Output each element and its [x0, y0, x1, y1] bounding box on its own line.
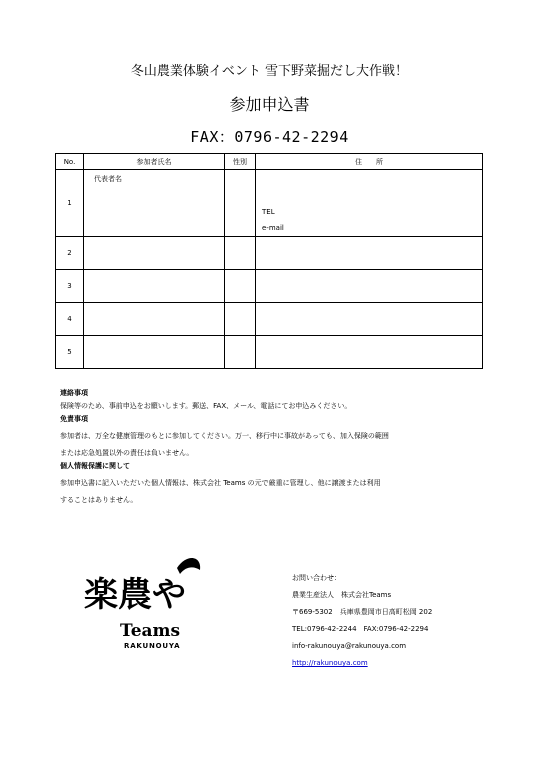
- gender-cell[interactable]: [225, 270, 256, 303]
- contact-url-link[interactable]: http://rakunouya.com: [292, 659, 368, 667]
- fax-number: FAX：0796-42-2294: [190, 128, 349, 146]
- disclaimer-body: 参加者は、万全な健康管理のもとに参加してください。万一、移行中に事故があっても、加入保険の範囲: [60, 432, 389, 440]
- contact-org: 農業生産法人 株式会社Teams: [292, 591, 392, 599]
- contact-heading: 連絡事項: [60, 389, 88, 397]
- logo-sub-text: RAKUNOUYA: [124, 642, 181, 650]
- form-title: 参加申込書: [229, 95, 310, 114]
- table-header-row: [56, 154, 483, 170]
- header-name: 参加者氏名: [84, 154, 225, 170]
- disclaimer-body: または応急処置以外の責任は負いません。: [60, 449, 194, 457]
- header-no: No.: [56, 154, 84, 170]
- name-cell[interactable]: [84, 270, 225, 303]
- table-row: [56, 237, 483, 270]
- row-number: 2: [56, 237, 84, 270]
- logo-teams-text: Teams: [120, 621, 181, 641]
- contact-phone: TEL:0796-42-2244 FAX:0796-42-2294: [292, 625, 429, 633]
- address-cell[interactable]: [256, 303, 483, 336]
- table-row: [56, 336, 483, 369]
- table-row: [56, 270, 483, 303]
- address-cell[interactable]: [256, 336, 483, 369]
- header-address: 住 所: [256, 154, 483, 170]
- row-number: 3: [56, 270, 84, 303]
- row-number: 5: [56, 336, 84, 369]
- gender-cell[interactable]: [225, 170, 256, 237]
- rakunouya-logo: [82, 548, 212, 658]
- contact-address: 〒669-5302 兵庫県豊岡市日高町松岡 202: [292, 608, 433, 616]
- name-cell[interactable]: [84, 336, 225, 369]
- row-number: 4: [56, 303, 84, 336]
- address-cell[interactable]: [256, 170, 483, 237]
- registration-table: [55, 153, 483, 369]
- name-cell[interactable]: [84, 237, 225, 270]
- event-title: 冬山農業体験イベント 雪下野菜掘だし大作戦！: [130, 64, 409, 79]
- contact-label: お問い合わせ：: [292, 574, 341, 582]
- address-cell[interactable]: [256, 237, 483, 270]
- table-row: [56, 170, 483, 237]
- gender-cell[interactable]: [225, 237, 256, 270]
- leaf-icon: [177, 558, 200, 574]
- name-cell[interactable]: [84, 303, 225, 336]
- tel-label: TEL: [262, 208, 275, 216]
- disclaimer-heading: 免責事項: [60, 415, 88, 423]
- contact-email[interactable]: info-rakunouya@rakunouya.com: [292, 642, 407, 650]
- table-row: [56, 303, 483, 336]
- contact-block: [292, 570, 432, 672]
- name-cell[interactable]: [84, 170, 225, 237]
- address-cell[interactable]: [256, 270, 483, 303]
- gender-cell[interactable]: [225, 336, 256, 369]
- email-label: e-mail: [262, 224, 284, 232]
- representative-label: 代表者名: [94, 175, 122, 183]
- row-number: 1: [56, 170, 84, 237]
- contact-body: 保険等のため、事前申込をお願いします。郵送、FAX、メール、電話にてお申込みください。: [60, 402, 352, 410]
- notes-section: [60, 387, 389, 507]
- logo-main-text: 楽農や: [84, 575, 186, 615]
- privacy-body: 参加申込書に記入いただいた個人情報は、株式会社 Teams の元で厳重に管理し、他に譲渡または利用: [60, 479, 381, 487]
- privacy-heading: 個人情報保護に関して: [60, 462, 130, 470]
- header-gender: 性別: [225, 154, 256, 170]
- privacy-body: することはありません。: [60, 496, 138, 504]
- gender-cell[interactable]: [225, 303, 256, 336]
- logo-graphic: [82, 548, 212, 658]
